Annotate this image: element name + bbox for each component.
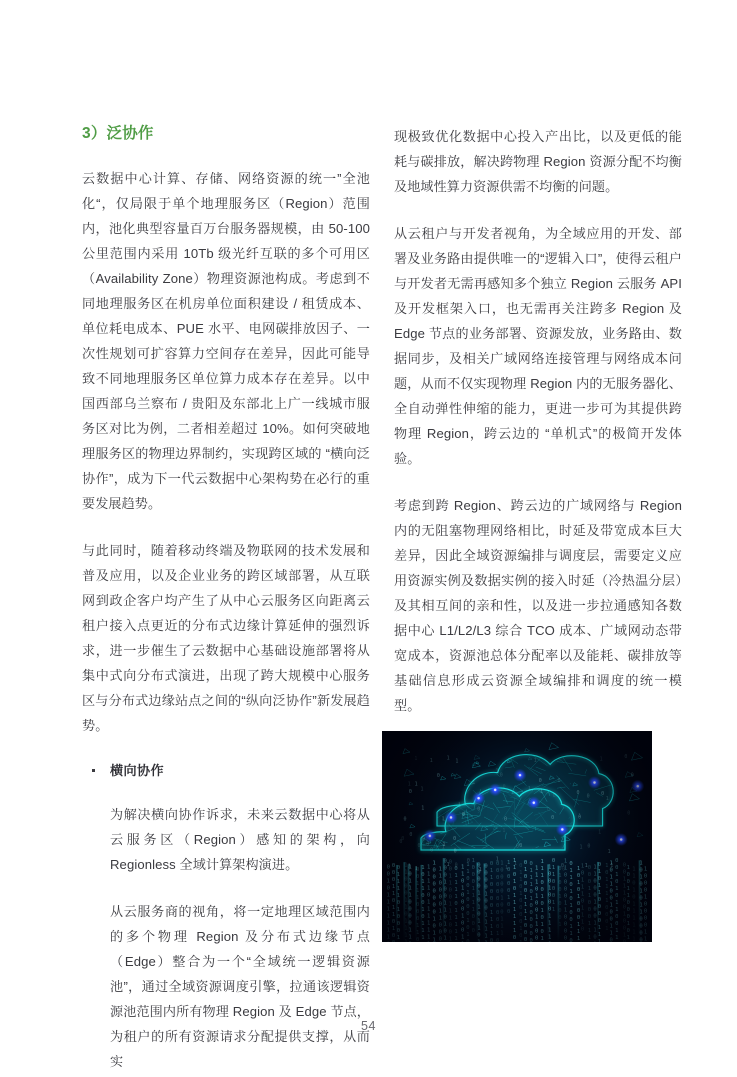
section-heading: 3）泛协作 (82, 125, 154, 142)
left-column (82, 124, 370, 1074)
paragraph: 考虑到跨 Region、跨云边的广域网络与 Region 内的无阻塞物理网络相比，时延及带宽成本巨大差异，因此全域资源编排与调度层，需要定义应用资源实例及数据实例的接入时延（冷热温分层）及其相互间的亲和性，以及进一步拉通感知各数据中心 L1/L2/L3 综合 TCO 成本、广域网动态带宽成本，资源池总体分配率以及能耗、碳排放等基础信息形成云资源全域编排和调度的统一模型。 (394, 498, 682, 713)
paragraph: 从云服务商的视角，将一定地理区域范围内的多个物理 Region 及分布式边缘节点（Edge）整合为一个“全域统一逻辑资源池”，通过全域资源调度引擎，拉通该逻辑资源池范围内所有物理 Region 及 Edge 节点，为租户的所有资源请求分配提供支撑，从而实 (110, 904, 370, 1069)
cloud-illustration-canvas (382, 731, 652, 942)
paragraph: 从云租户与开发者视角，为全域应用的开发、部署及业务路由提供唯一的“逻辑入口”，使得云租户与开发者无需再感知多个独立 Region 云服务 API 及开发框架入口，也无需再关注跨多 Region 及 Edge 节点的业务部署、资源发放，业务路由、数据同步，及相关广域网络连接管理与网络成本问题，从而不仅实现物理 Region 内的无服务器化、全自动弹性伸缩的能力，更进一步可为其提供跨物理 Region，跨云边的 “单机式”的极简开发体验。 (394, 226, 682, 466)
cloud-computing-illustration (382, 731, 652, 942)
paragraph: 现极致优化数据中心投入产出比，以及更低的能耗与碳排放，解决跨物理 Region 资源分配不均衡及地域性算力资源供需不均衡的问题。 (394, 129, 682, 194)
bullet-title: 横向协作 (110, 763, 164, 778)
page-number: 54 (361, 1019, 376, 1033)
paragraph: 云数据中心计算、存储、网络资源的统一”全池化“，仅局限于单个地理服务区（Region）范围内，池化典型容量百万台服务器规模，由 50-100 公里范围内采用 10Tb 级光纤互联的多个可用区（Availability Zone）物理资源池构成。考虑到不同地理服务区在机房单位面积建设 / 租赁成本、单位耗电成本、PUE 水平、电网碳排放因子、一次性规划可扩容算力空间存在差异，因此可能导致不同地理服务区单位算力成本存在差异。以中国西部乌兰察布 / 贵阳及东部北上广一线城市服务区对比为例，二者相差超过 10%。如何突破地理服务区的物理边界制约，实现跨区域的 “横向泛协作”，成为下一代云数据中心架构势在必行的重要发展趋势。 (82, 171, 370, 511)
square-bullet-icon (92, 769, 95, 772)
right-column (394, 124, 682, 718)
paragraph: 与此同时，随着移动终端及物联网的技术发展和普及应用，以及企业业务的跨区域部署，从互联网到政企客户均产生了从中心云服务区向距离云租户接入点更近的分布式边缘计算延伸的强烈诉求，进一步催生了云数据中心基础设施部署将从集中式向分布式演进，出现了跨大规模中心服务区与分布式边缘站点之间的“纵向泛协作”新发展趋势。 (82, 543, 370, 733)
paragraph: 为解决横向协作诉求，未来云数据中心将从云服务区（Region）感知的架构，向 Regionless 全域计算架构演进。 (110, 807, 370, 872)
